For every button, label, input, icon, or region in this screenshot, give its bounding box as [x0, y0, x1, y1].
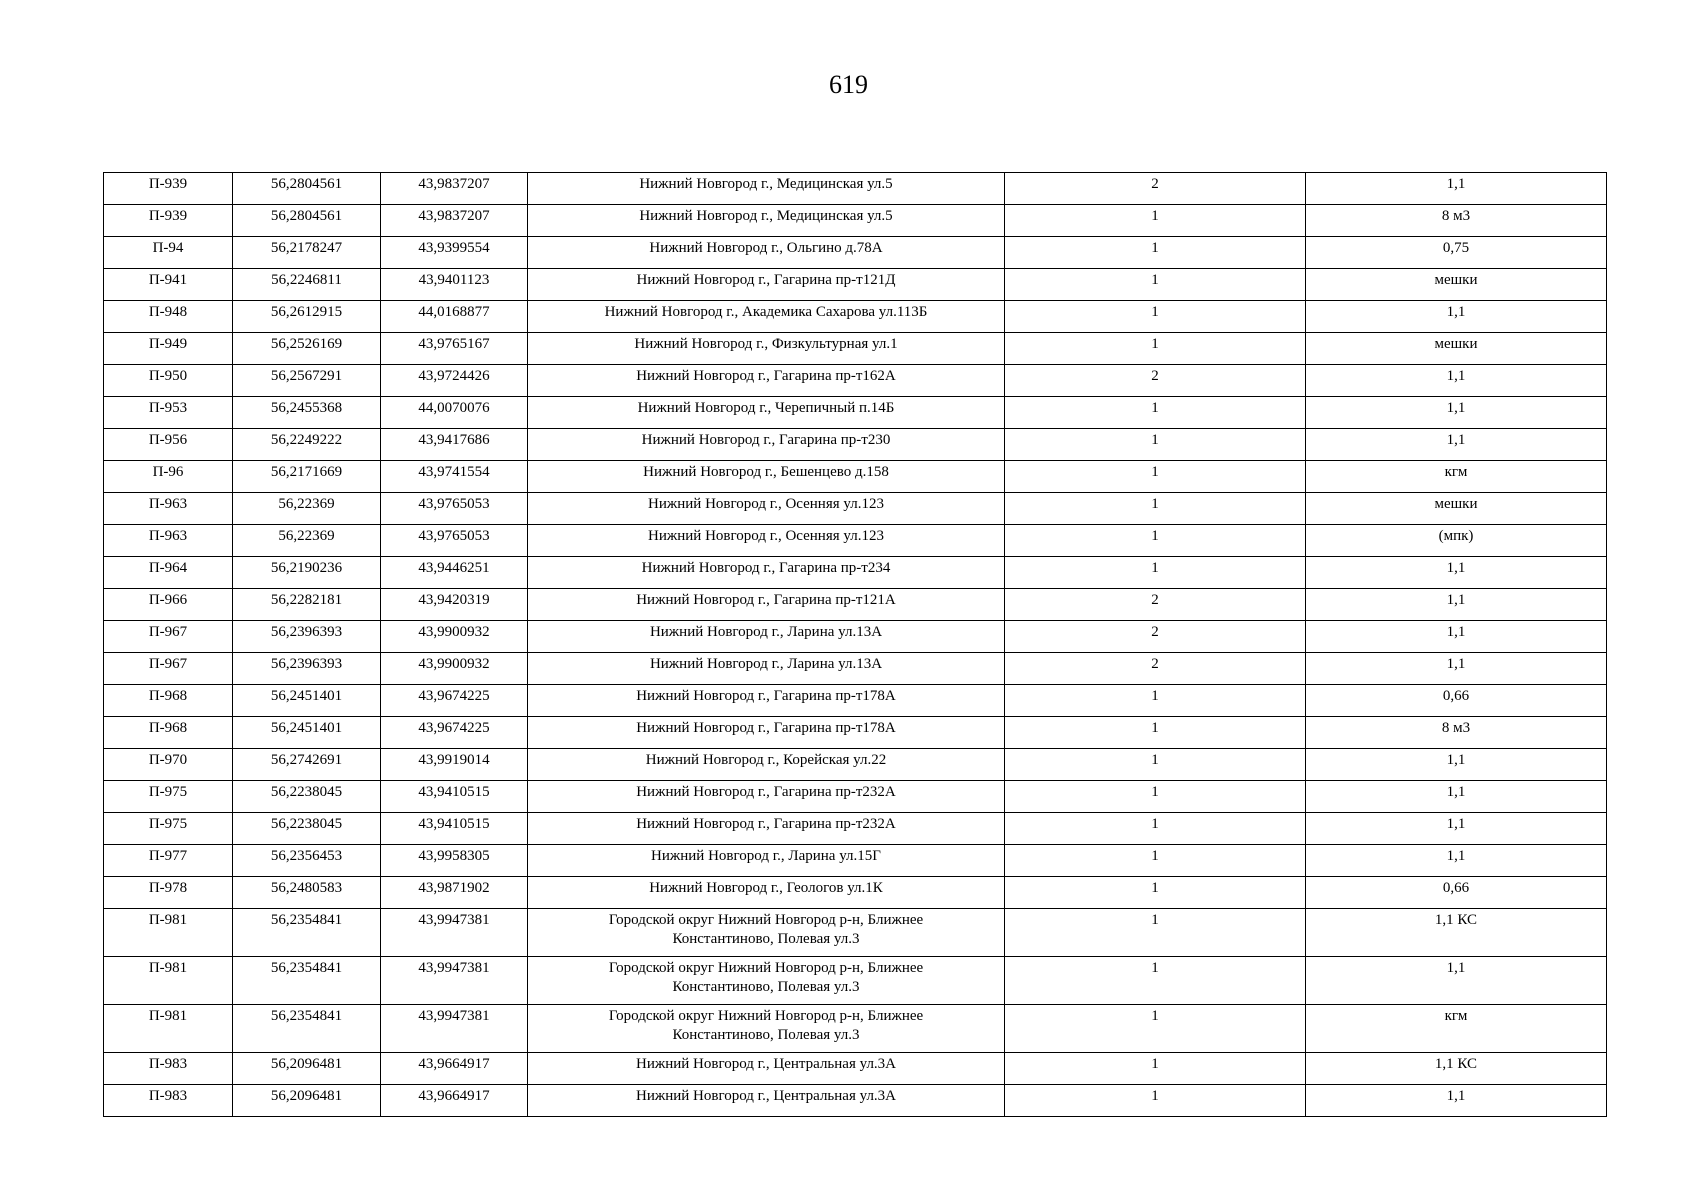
address-text: Нижний Новгород г., Геологов ул.1К	[649, 880, 883, 896]
site-id-cell: П-983	[104, 1053, 233, 1085]
table-row	[104, 717, 1607, 749]
address-text: Нижний Новгород г., Бешенцево д.158	[643, 464, 889, 480]
container-count-cell: 2	[1005, 653, 1306, 685]
longitude-cell: 43,9765053	[381, 493, 528, 525]
table-row	[104, 1053, 1607, 1085]
address-cell	[528, 301, 1005, 333]
address-text: Нижний Новгород г., Гагарина пр-т178А	[636, 688, 896, 704]
address-text: Городской округ Нижний Новгород р-н, Ближнее Константиново, Полевая ул.3	[608, 960, 924, 995]
table-row	[104, 301, 1607, 333]
address-text: Нижний Новгород г., Гагарина пр-т121Д	[636, 272, 896, 288]
address-cell	[528, 589, 1005, 621]
container-volume-cell: 1,1	[1306, 365, 1607, 397]
container-count-cell: 1	[1005, 557, 1306, 589]
container-volume-cell: 1,1	[1306, 301, 1607, 333]
latitude-cell: 56,2356453	[233, 845, 381, 877]
address-text: Нижний Новгород г., Гагарина пр-т121А	[636, 592, 896, 608]
site-id-cell: П-939	[104, 173, 233, 205]
container-count-cell: 1	[1005, 205, 1306, 237]
container-count-cell: 1	[1005, 685, 1306, 717]
latitude-cell: 56,2238045	[233, 813, 381, 845]
longitude-cell: 44,0070076	[381, 397, 528, 429]
container-volume-cell: 1,1	[1306, 397, 1607, 429]
address-cell	[528, 877, 1005, 909]
latitude-cell: 56,2804561	[233, 205, 381, 237]
address-text: Нижний Новгород г., Физкультурная ул.1	[634, 336, 898, 352]
site-id-cell: П-983	[104, 1085, 233, 1117]
container-volume-cell: 1,1	[1306, 957, 1607, 1005]
container-volume-cell: 1,1	[1306, 173, 1607, 205]
site-id-cell: П-94	[104, 237, 233, 269]
latitude-cell: 56,2096481	[233, 1053, 381, 1085]
container-volume-cell: 1,1	[1306, 653, 1607, 685]
address-cell	[528, 173, 1005, 205]
container-volume-cell: кгм	[1306, 1005, 1607, 1053]
container-count-cell: 2	[1005, 589, 1306, 621]
address-text: Нижний Новгород г., Черепичный п.14Б	[637, 400, 895, 416]
address-cell	[528, 845, 1005, 877]
container-count-cell: 1	[1005, 909, 1306, 957]
container-volume-cell: 1,1 КС	[1306, 1053, 1607, 1085]
container-volume-cell: 0,66	[1306, 685, 1607, 717]
address-cell	[528, 429, 1005, 461]
table-row	[104, 333, 1607, 365]
latitude-cell: 56,2396393	[233, 653, 381, 685]
latitude-cell: 56,2096481	[233, 1085, 381, 1117]
container-count-cell: 1	[1005, 717, 1306, 749]
container-volume-cell: 1,1	[1306, 813, 1607, 845]
container-count-cell: 1	[1005, 813, 1306, 845]
longitude-cell: 43,9410515	[381, 813, 528, 845]
container-volume-cell: 1,1	[1306, 845, 1607, 877]
container-volume-cell: 0,75	[1306, 237, 1607, 269]
site-id-cell: П-96	[104, 461, 233, 493]
site-id-cell: П-977	[104, 845, 233, 877]
table-row	[104, 653, 1607, 685]
container-count-cell: 1	[1005, 1085, 1306, 1117]
site-id-cell: П-975	[104, 813, 233, 845]
site-id-cell: П-948	[104, 301, 233, 333]
longitude-cell: 43,9741554	[381, 461, 528, 493]
latitude-cell: 56,2526169	[233, 333, 381, 365]
container-count-cell: 1	[1005, 397, 1306, 429]
latitude-cell: 56,2612915	[233, 301, 381, 333]
longitude-cell: 43,9446251	[381, 557, 528, 589]
container-count-cell: 1	[1005, 781, 1306, 813]
container-count-cell: 1	[1005, 333, 1306, 365]
container-volume-cell: мешки	[1306, 333, 1607, 365]
site-id-cell: П-978	[104, 877, 233, 909]
address-cell	[528, 685, 1005, 717]
container-volume-cell: 1,1	[1306, 589, 1607, 621]
address-text: Нижний Новгород г., Медицинская ул.5	[639, 208, 893, 224]
address-text: Нижний Новгород г., Гагарина пр-т234	[641, 560, 891, 576]
address-text: Нижний Новгород г., Академика Сахарова ул.113Б	[604, 304, 928, 320]
site-id-cell: П-967	[104, 653, 233, 685]
container-count-cell: 1	[1005, 525, 1306, 557]
table-row	[104, 813, 1607, 845]
container-volume-cell: 1,1	[1306, 749, 1607, 781]
site-id-cell: П-981	[104, 909, 233, 957]
table-row	[104, 589, 1607, 621]
container-count-cell: 2	[1005, 621, 1306, 653]
site-id-cell: П-967	[104, 621, 233, 653]
site-id-cell: П-981	[104, 1005, 233, 1053]
latitude-cell: 56,2396393	[233, 621, 381, 653]
site-id-cell: П-956	[104, 429, 233, 461]
table-row	[104, 461, 1607, 493]
site-id-cell: П-963	[104, 525, 233, 557]
latitude-cell: 56,2742691	[233, 749, 381, 781]
address-text: Городской округ Нижний Новгород р-н, Ближнее Константиново, Полевая ул.3	[608, 1008, 924, 1043]
longitude-cell: 43,9664917	[381, 1053, 528, 1085]
site-id-cell: П-968	[104, 717, 233, 749]
site-id-cell: П-968	[104, 685, 233, 717]
container-volume-cell: 1,1	[1306, 1085, 1607, 1117]
site-id-cell: П-966	[104, 589, 233, 621]
container-volume-cell: 1,1	[1306, 621, 1607, 653]
address-cell	[528, 333, 1005, 365]
address-cell	[528, 1053, 1005, 1085]
address-cell	[528, 717, 1005, 749]
address-text: Нижний Новгород г., Гагарина пр-т232А	[636, 784, 896, 800]
table-row	[104, 957, 1607, 1005]
longitude-cell: 43,9664917	[381, 1085, 528, 1117]
table-row	[104, 237, 1607, 269]
longitude-cell: 43,9837207	[381, 205, 528, 237]
address-text: Нижний Новгород г., Ларина ул.13А	[649, 656, 883, 672]
longitude-cell: 43,9900932	[381, 653, 528, 685]
address-text: Нижний Новгород г., Центральная ул.3А	[635, 1056, 897, 1072]
container-count-cell: 2	[1005, 365, 1306, 397]
table-body	[104, 173, 1607, 1117]
address-text: Нижний Новгород г., Гагарина пр-т230	[641, 432, 891, 448]
table-row	[104, 1005, 1607, 1053]
table-row	[104, 877, 1607, 909]
container-count-cell: 1	[1005, 1005, 1306, 1053]
longitude-cell: 43,9417686	[381, 429, 528, 461]
longitude-cell: 43,9401123	[381, 269, 528, 301]
site-id-cell: П-953	[104, 397, 233, 429]
longitude-cell: 43,9674225	[381, 685, 528, 717]
longitude-cell: 43,9765167	[381, 333, 528, 365]
longitude-cell: 43,9420319	[381, 589, 528, 621]
latitude-cell: 56,22369	[233, 525, 381, 557]
container-sites-table	[103, 172, 1607, 1117]
latitude-cell: 56,2354841	[233, 1005, 381, 1053]
longitude-cell: 43,9837207	[381, 173, 528, 205]
longitude-cell: 43,9724426	[381, 365, 528, 397]
container-volume-cell: 1,1	[1306, 781, 1607, 813]
container-volume-cell: 1,1	[1306, 557, 1607, 589]
longitude-cell: 43,9399554	[381, 237, 528, 269]
table-row	[104, 909, 1607, 957]
address-cell	[528, 237, 1005, 269]
latitude-cell: 56,2451401	[233, 685, 381, 717]
address-text: Нижний Новгород г., Гагарина пр-т232А	[636, 816, 896, 832]
table-row	[104, 621, 1607, 653]
address-text: Нижний Новгород г., Гагарина пр-т162А	[636, 368, 896, 384]
address-cell	[528, 493, 1005, 525]
container-count-cell: 1	[1005, 269, 1306, 301]
address-text: Нижний Новгород г., Гагарина пр-т178А	[636, 720, 896, 736]
address-cell	[528, 525, 1005, 557]
container-volume-cell: 8 м3	[1306, 205, 1607, 237]
address-cell	[528, 957, 1005, 1005]
site-id-cell: П-949	[104, 333, 233, 365]
site-id-cell: П-975	[104, 781, 233, 813]
address-text: Нижний Новгород г., Центральная ул.3А	[635, 1088, 897, 1104]
latitude-cell: 56,2249222	[233, 429, 381, 461]
address-text: Нижний Новгород г., Ларина ул.13А	[649, 624, 883, 640]
latitude-cell: 56,2354841	[233, 909, 381, 957]
table-row	[104, 493, 1607, 525]
longitude-cell: 43,9871902	[381, 877, 528, 909]
container-volume-cell: (мпк)	[1306, 525, 1607, 557]
longitude-cell: 43,9410515	[381, 781, 528, 813]
latitude-cell: 56,2178247	[233, 237, 381, 269]
table-row	[104, 749, 1607, 781]
container-volume-cell: 8 м3	[1306, 717, 1607, 749]
address-text: Нижний Новгород г., Осенняя ул.123	[648, 528, 884, 544]
address-text: Городской округ Нижний Новгород р-н, Ближнее Константиново, Полевая ул.3	[608, 912, 924, 947]
latitude-cell: 56,2246811	[233, 269, 381, 301]
table-row	[104, 173, 1607, 205]
address-cell	[528, 781, 1005, 813]
table-row	[104, 1085, 1607, 1117]
longitude-cell: 43,9947381	[381, 1005, 528, 1053]
container-count-cell: 1	[1005, 749, 1306, 781]
longitude-cell: 43,9900932	[381, 621, 528, 653]
container-count-cell: 1	[1005, 429, 1306, 461]
container-volume-cell: мешки	[1306, 493, 1607, 525]
address-cell	[528, 205, 1005, 237]
container-volume-cell: 1,1	[1306, 429, 1607, 461]
address-cell	[528, 813, 1005, 845]
longitude-cell: 43,9958305	[381, 845, 528, 877]
latitude-cell: 56,2455368	[233, 397, 381, 429]
address-cell	[528, 653, 1005, 685]
address-text: Нижний Новгород г., Медицинская ул.5	[639, 176, 893, 192]
address-cell	[528, 269, 1005, 301]
address-cell	[528, 621, 1005, 653]
address-text: Нижний Новгород г., Ольгино д.78А	[649, 240, 883, 256]
latitude-cell: 56,22369	[233, 493, 381, 525]
longitude-cell: 43,9674225	[381, 717, 528, 749]
latitude-cell: 56,2238045	[233, 781, 381, 813]
latitude-cell: 56,2354841	[233, 957, 381, 1005]
site-id-cell: П-941	[104, 269, 233, 301]
table-row	[104, 557, 1607, 589]
address-cell	[528, 1005, 1005, 1053]
address-cell	[528, 1085, 1005, 1117]
page-number: 619	[829, 70, 868, 99]
table-row	[104, 429, 1607, 461]
table-row	[104, 205, 1607, 237]
site-id-cell: П-939	[104, 205, 233, 237]
container-count-cell: 1	[1005, 461, 1306, 493]
site-id-cell: П-970	[104, 749, 233, 781]
address-text: Нижний Новгород г., Корейская ул.22	[645, 752, 887, 768]
latitude-cell: 56,2480583	[233, 877, 381, 909]
container-volume-cell: 0,66	[1306, 877, 1607, 909]
address-cell	[528, 749, 1005, 781]
table-row	[104, 525, 1607, 557]
container-count-cell: 1	[1005, 237, 1306, 269]
site-id-cell: П-981	[104, 957, 233, 1005]
address-cell	[528, 461, 1005, 493]
site-id-cell: П-950	[104, 365, 233, 397]
table-row	[104, 781, 1607, 813]
container-count-cell: 2	[1005, 173, 1306, 205]
address-cell	[528, 397, 1005, 429]
latitude-cell: 56,2804561	[233, 173, 381, 205]
container-count-cell: 1	[1005, 301, 1306, 333]
site-id-cell: П-964	[104, 557, 233, 589]
address-text: Нижний Новгород г., Ларина ул.15Г	[651, 848, 881, 864]
longitude-cell: 44,0168877	[381, 301, 528, 333]
longitude-cell: 43,9947381	[381, 909, 528, 957]
container-count-cell: 1	[1005, 845, 1306, 877]
latitude-cell: 56,2567291	[233, 365, 381, 397]
container-volume-cell: мешки	[1306, 269, 1607, 301]
longitude-cell: 43,9765053	[381, 525, 528, 557]
longitude-cell: 43,9947381	[381, 957, 528, 1005]
longitude-cell: 43,9919014	[381, 749, 528, 781]
address-text: Нижний Новгород г., Осенняя ул.123	[648, 496, 884, 512]
latitude-cell: 56,2282181	[233, 589, 381, 621]
latitude-cell: 56,2451401	[233, 717, 381, 749]
container-volume-cell: 1,1 КС	[1306, 909, 1607, 957]
site-id-cell: П-963	[104, 493, 233, 525]
container-count-cell: 1	[1005, 957, 1306, 1005]
address-cell	[528, 557, 1005, 589]
table-row	[104, 269, 1607, 301]
latitude-cell: 56,2171669	[233, 461, 381, 493]
table-row	[104, 365, 1607, 397]
container-count-cell: 1	[1005, 1053, 1306, 1085]
address-cell	[528, 365, 1005, 397]
container-count-cell: 1	[1005, 877, 1306, 909]
table-row	[104, 685, 1607, 717]
table-row	[104, 397, 1607, 429]
table-row	[104, 845, 1607, 877]
container-count-cell: 1	[1005, 493, 1306, 525]
address-cell	[528, 909, 1005, 957]
container-volume-cell: кгм	[1306, 461, 1607, 493]
latitude-cell: 56,2190236	[233, 557, 381, 589]
